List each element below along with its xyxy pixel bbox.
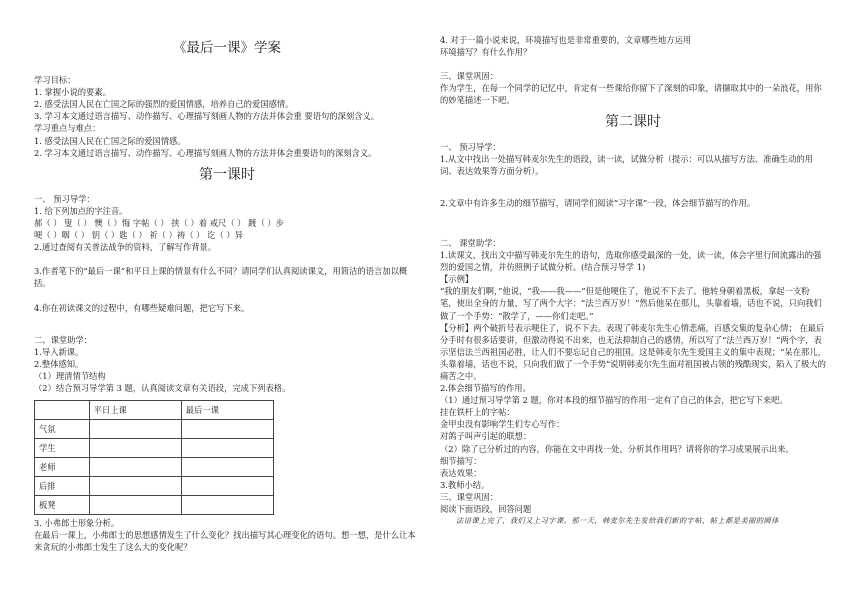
question-environment: 4. 对于一篇小说来说，环境描写也是非常重要的，文章哪些地方运用 [440,35,692,45]
table-row [35,458,274,477]
question-2: 2.通过查阅有关普法战争的资料，了解写作背景。 [34,242,217,253]
class-step-2-1: （1）理清情节结构 [34,370,106,381]
table-cell[interactable] [89,458,181,477]
reading-passage: 法语课上完了，我们又上习字课。那一天，韩麦尔先生发给我们新的字帖，帖上都是美丽的圆体 [456,516,779,526]
key-points-label: 学习重点与难点： [34,123,101,134]
comparison-table [34,400,274,515]
analysis-text: 【分析】两个破折号表示哽住了，说不下去。表现了韩麦尔先生心情悲痛，百感交集的复杂心情； 在最后分手时有很多话要讲，但激动得说不出来，也无法抑制自己的感情，所以写了“法兰西万岁！”两个字，表示坚信法兰西祖国必胜，让人们不要忘记自己的祖国。这是韩麦尔先生爱国主义的集中表现；“呆在那儿，头靠着墙，话也不说，只向我们做了一个手势”说明韩麦尔先生面对祖国被占领的残酷现实，陷入了极大的痛苦之中。 [440,322,826,381]
class-help-item-2: 2.体会细节描写的作用。 [440,383,531,394]
table-row-label: 后排 [35,477,90,496]
example-label: 【示例】 [440,274,474,285]
detail-write-label: 细节描写： [440,455,482,466]
class-help-item-1: 1.读课文，找出文中描写韩麦尔先生的语句，选取你感受最深的一处，读一读，体会字里行间流露出的强烈的爱国之情，并仿照例子试做分析。(结合预习导学 1) [440,250,822,273]
table-cell[interactable] [89,439,181,458]
class-help-item-2-2: （2）除了已分析过的内容，你能在文中再找一处，分析其作用吗？请将你的学习成果展示出来。 [440,443,794,454]
pinyin-row: 哽（ ）咽（ ） 钥（ ）匙（ ） 祈（ ）祷（ ） 讫（ ）异 [34,230,243,241]
class-help-item-2-1: （1）通过预习导学第 2 题，你对本段的细节描写的作用一定有了自己的体会，把它写下来吧。 [440,395,788,406]
question-1: 1. 给下列加点的字注音。 [34,205,128,216]
table-row [35,439,274,458]
question-4: 4.你在初读课文的过程中，有哪些疑难问题，把它写下来。 [34,302,250,313]
table-cell[interactable] [181,477,273,496]
detail-item: 挂在铁杆上的字帖： [440,407,515,418]
lesson-one-title: 第一课时 [199,166,255,183]
preview-heading-2: 一、 预习导学： [440,141,501,152]
class-help-item-3: 3.教师小结。 [440,479,490,490]
table-header-cell: 平日上课 [89,401,181,420]
class-step-2: 2.整体感知。 [34,358,84,369]
table-header-cell [35,401,90,420]
class-step-1: 1.导入新课。 [34,346,84,357]
objective-item: 3. 学习本文通过语言描写、动作描写、心理描写刻画人物的方法并体会重 要语句的深刻含义。 [34,111,380,122]
consolidate-text: 作为学生，在每一个同学的记忆中，肯定有一些课给你留下了深刻的印象，请撷取其中的一朵浪花，用你的妙笔描述一下吧。 [440,83,822,106]
objectives-label: 学习目标： [34,75,76,86]
class-help-heading-2: 二、 课堂助学： [440,237,501,248]
table-row-label: 学生 [35,439,90,458]
left-column [34,0,420,553]
table-row [35,420,274,439]
example-text: “我的朋友们啊，”他说，“我——我——”但是他哽住了，他说不下去了。他转身朝着黑板，拿起一支粉笔，使出全身的力量，写了两个大字：“法兰西万岁！”然后他呆在那儿，头靠着墙，话也不说，只向我们做了一个手势：“散学了，——你们走吧。” [440,286,822,321]
preview-heading: 一、 预习导学： [34,193,95,204]
objective-item: 2. 感受法国人民在亡国之际的强烈的爱国情感，培养自己的爱国感情。 [34,99,294,110]
table-cell[interactable] [89,496,181,515]
detail-item: 对鸽子叫声引起的联想： [440,431,532,442]
class-help-heading: 二、课堂助学： [34,334,93,345]
table-row-label: 气氛 [35,420,90,439]
table-row [35,477,274,496]
table-cell[interactable] [181,458,273,477]
lesson-two-title: 第二课时 [605,114,661,131]
table-cell[interactable] [89,477,181,496]
table-row-label: 板凳 [35,496,90,515]
consolidate-heading: 三、课堂巩固： [440,71,499,82]
table-cell[interactable] [89,420,181,439]
question-3: 3.作者笔下的“最后一课”和平日上课的情景有什么不同？请同学们认真阅读课文，用简洁的语言加以概括。 [34,266,408,289]
table-row [35,496,274,515]
preview-item-1: 1.从文中找出一处描写韩麦尔先生的语段，读一读，试做分析（提示：可以从描写方法、准确生动的用词、表达效果等方面分析）。 [440,153,813,176]
class-step-3-question: 在最后一课上，小弗郎士的思想感情发生了什么变化？找出描写其心理变化的语句。想一想，是什么让本来贪玩的小弗郎士发生了这么大的变化呢？ [34,530,416,553]
question-environment-cont: 环境描写？有什么作用？ [440,47,532,58]
table-cell[interactable] [181,496,273,515]
pinyin-row: 郝（ ） 叟（ ） 懊（ ）悔 字帖（ ） 挟（ ）着 戒尺（ ） 踱（ ）步 [34,218,285,229]
objective-item: 1. 掌握小说的要素。 [34,87,111,98]
class-step-3: 3. 小弗郎士形象分析。 [34,518,120,529]
effect-label: 表达效果： [440,467,482,478]
class-step-2-2: （2）结合预习导学第 3 题，认真阅读文章有关语段，完成下列表格。 [34,382,291,393]
table-header-cell: 最后一课 [181,401,273,420]
key-point-item: 1. 感受法国人民在亡国之际的爱国情感。 [34,135,186,146]
detail-item: 金甲虫没有影响学生们专心写作： [440,419,565,430]
key-point-item: 2. 学习本文通过语言描写、动作描写、心理描写刻画人物的方法并体会重要语句的深刻含义。 [34,147,377,158]
table-cell[interactable] [181,439,273,458]
consolidate-heading-2: 三、课堂巩固： [440,491,499,502]
preview-item-2: 2.文章中有许多生动的细节描写，请同学们阅读“习字课”一段，体会细节描写的作用。 [440,197,756,208]
reading-prompt: 阅读下面语段，回答问题 [440,504,532,514]
document-title: 《最后一课》学案 [173,40,281,56]
right-column [440,34,826,527]
table-cell[interactable] [181,420,273,439]
table-header-row [35,401,274,420]
table-row-label: 老师 [35,458,90,477]
